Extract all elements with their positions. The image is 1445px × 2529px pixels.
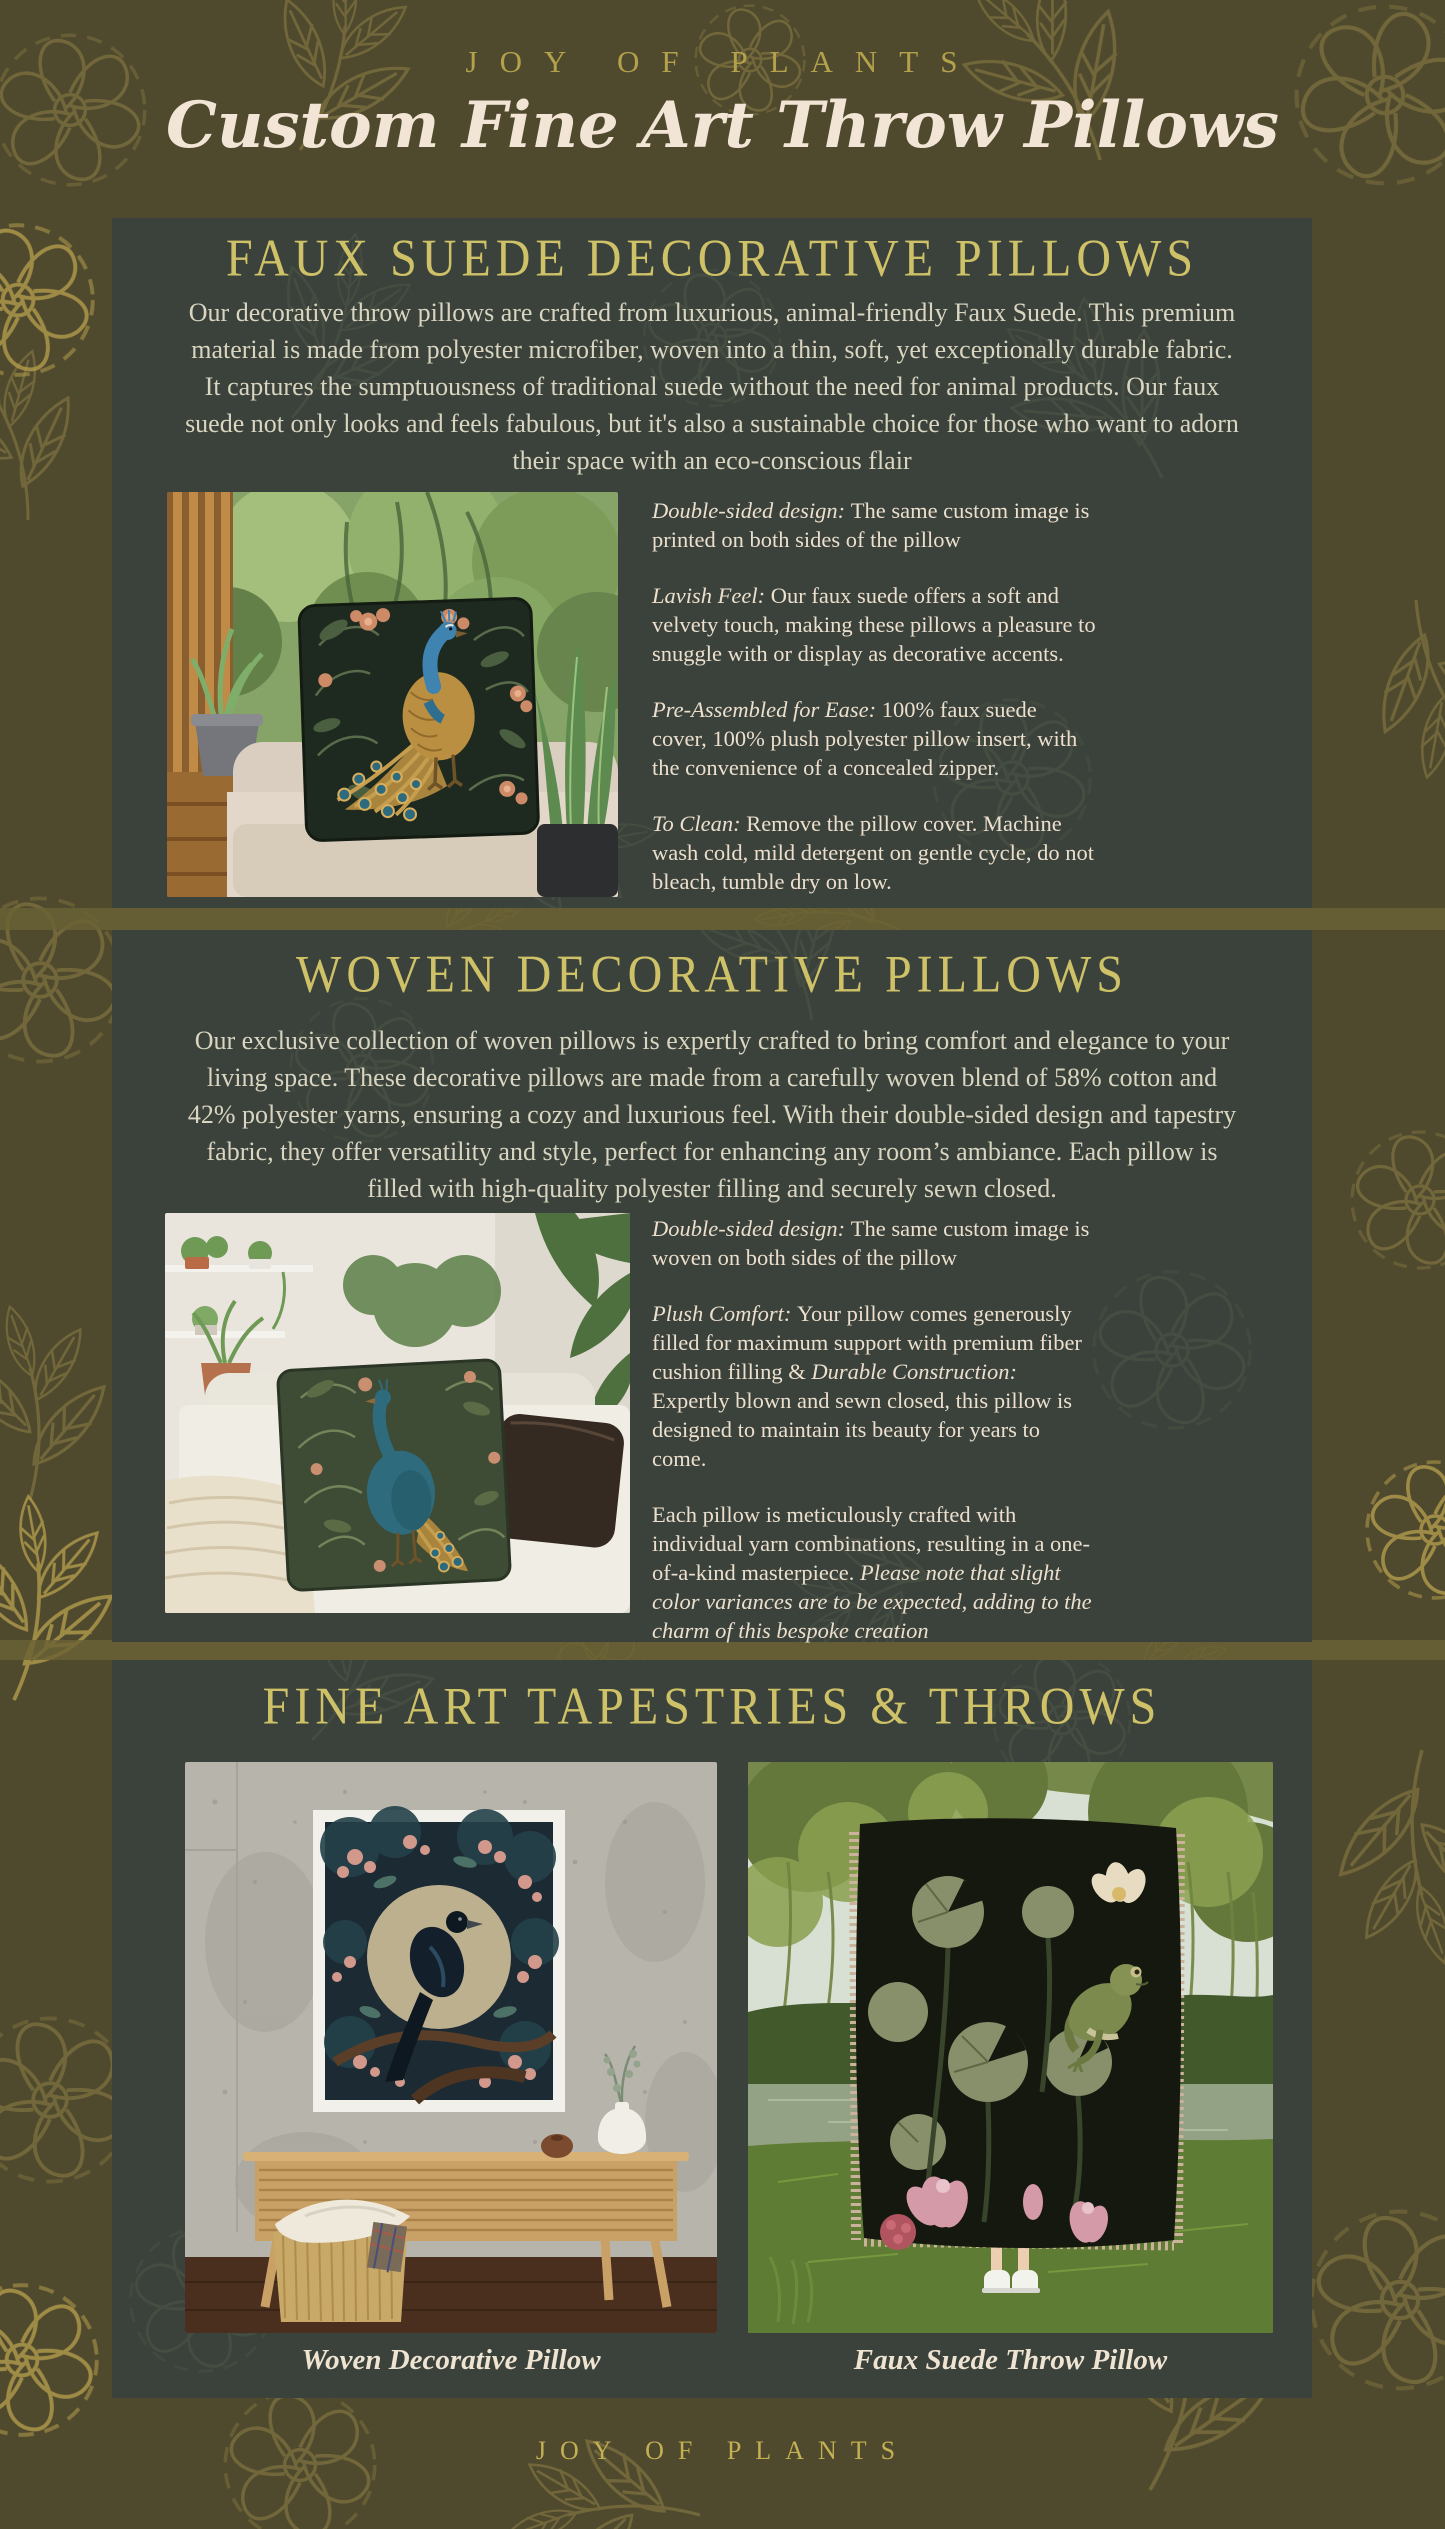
frog-tapestry-throw-outdoors-photo [748,1762,1273,2333]
woven-peacock-pillow-living-room-photo [165,1213,630,1613]
section-heading: FINE ART TAPESTRIES & THROWS [262,1677,1162,1736]
feature-list [652,1214,1097,1672]
caption-left: Woven Decorative Pillow [301,2344,601,2376]
page-title: Custom Fine Art Throw Pillows [165,88,1280,163]
faux-suede-peacock-pillow [299,598,539,841]
section-intro: Our exclusive collection of woven pillows is expertly crafted to bring comfort and elegance to your living space. These decorative pillows are made from a carefully woven blend of 58% cotton and 42% polyester yarns, ensuring a cozy and luxurious feel. With their double-sided design and tapestry fabric, they offer versatility and style, perfect for enhancing any room’s ambiance. Each pillow is filled with high-quality polyester filling and securely sewn closed. [187,1026,1237,1203]
feature-item: To Clean: Remove the pillow cover. Machine wash cold, mild detergent on gentle cycle, do not bleach, tumble dry on low. [652,811,1094,894]
section-tapestries [112,1660,1312,2398]
section-woven [112,930,1312,1642]
brand-wordmark-bottom: JOY OF PLANTS [535,2436,910,2465]
caption-right: Faux Suede Throw Pillow [853,2344,1168,2376]
feature-item: Lavish Feel: Our faux suede offers a soft and velvety touch, making these pillows a pleasure to snuggle with or display as decorative accents. [652,583,1096,666]
feature-item: Plush Comfort: Your pillow comes generously filled for maximum support with premium fiber cushion filling & Durable Construction: Expertly blown and sewn closed, this pillow is designed to maintain its beauty for years to come. [652,1301,1082,1471]
section-intro: Our decorative throw pillows are crafted from luxurious, animal-friendly Faux Suede. This premium material is made from polyester microfiber, woven into a thin, soft, yet exceptionally durable fabric. It captures the sumptuousness of traditional suede without the need for animal products. Our faux suede not only looks and feels fabulous, but it's also a sustainable choice for those who want to adorn their space with an eco-conscious flair [185,298,1239,475]
peacock-pillow-on-sofa-photo [167,492,618,897]
feature-item: Each pillow is meticulously crafted with individual yarn combinations, resulting in a one-of-a-kind masterpiece. Please note that slight color variances are to be expected, adding to the charm of this bespoke creation [652,1502,1092,1643]
section-heading: FAUX SUEDE DECORATIVE PILLOWS [225,229,1199,288]
fringe-basket [273,2200,410,2322]
framed-bird-art-print-room-photo [185,1762,717,2333]
feature-item: Double-sided design: The same custom image is printed on both sides of the pillow [652,498,1090,552]
brand-wordmark-top: JOY OF PLANTS [465,44,980,79]
frog-tapestry-blanket [854,1818,1181,2250]
feature-item: Pre-Assembled for Ease: 100% faux suede cover, 100% plush polyester pillow insert, with the convenience of a concealed zipper. [652,697,1078,780]
woven-peacock-pillow [277,1359,510,1590]
section-faux-suede [112,218,1312,908]
feature-list [652,496,1097,923]
section-heading: WOVEN DECORATIVE PILLOWS [296,945,1128,1004]
feature-item: Double-sided design: The same custom image is woven on both sides of the pillow [652,1216,1090,1270]
framed-bird-print [313,1806,565,2112]
